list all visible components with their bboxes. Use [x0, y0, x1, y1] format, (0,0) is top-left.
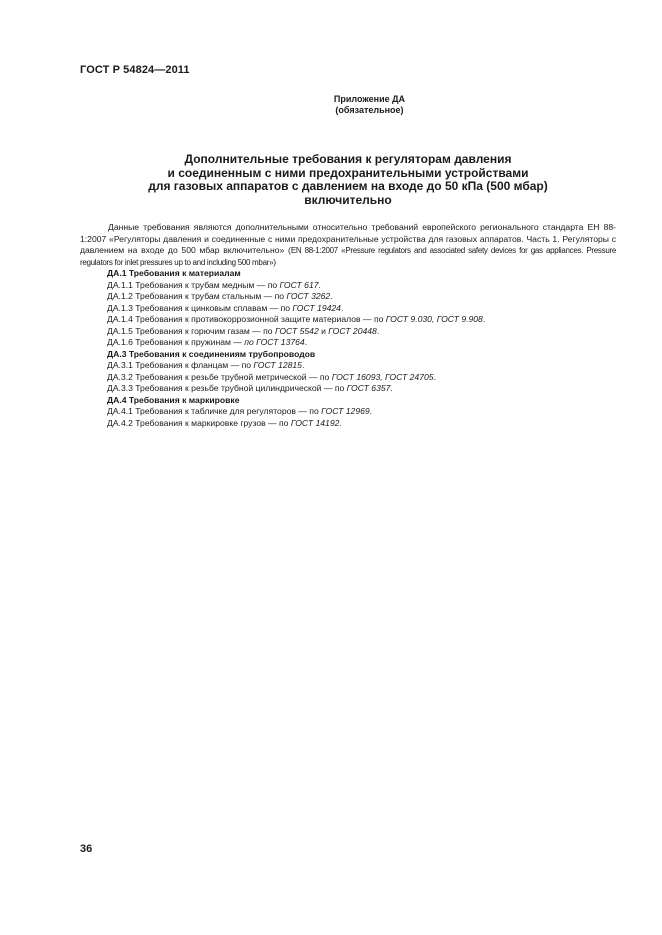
list-item-da-1-2: ДА.1.2 Требования к трубам стальным — по ГОСТ 3262.: [107, 291, 333, 301]
title-line-1: Дополнительные требования к регуляторам давления: [184, 152, 512, 166]
gost-reference: ГОСТ 9.030, ГОСТ 9.908: [385, 314, 483, 324]
section-heading-da3: ДА.3 Требования к соединениям трубопроводов: [107, 348, 316, 359]
list-item-da-1-3: ДА.1.3 Требования к цинковым сплавам — по ГОСТ 19424.: [107, 302, 344, 313]
list-item-da-4-2: ДА.4.2 Требования к маркировке грузов — по ГОСТ 14192.: [107, 417, 342, 428]
gost-reference: ГОСТ 3262: [286, 291, 331, 301]
list-item-da-1-6: ДА.1.6 Требования к пружинам — по ГОСТ 13764.: [107, 337, 308, 347]
gost-reference: ГОСТ 12815: [253, 360, 302, 370]
section-heading-da4: ДА.4 Требования к маркировке: [107, 394, 240, 405]
appendix-label-block: [0, 94, 662, 116]
intro-text-ru: Данные требования являются дополнительными относительно требований европейского регионального стандарта ЕН 88-1:2007 «Регуляторы давления и соединенные с ними предохранительные устройства для газовых аппаратов. Часть 1. Регуляторы с давлением на входе до 500 мбар включительно» (: [80, 222, 616, 255]
title-line-2: и соединенным с ними предохранительными устройствами: [167, 165, 529, 180]
gost-reference: ГОСТ 12969: [321, 406, 370, 416]
appendix-status: (обязательное): [335, 105, 404, 115]
list-item-da-4-1: ДА.4.1 Требования к табличке для регуляторов — по ГОСТ 12969.: [107, 406, 373, 416]
list-item-da-1-4: ДА.1.4 Требования к противокоррозионной защите материалов — по ГОСТ 9.030, ГОСТ 9.908.: [107, 314, 486, 324]
title-line-4: включительно: [304, 192, 392, 207]
gost-reference: ГОСТ 6357: [346, 383, 391, 393]
gost-reference: ГОСТ 14192: [290, 417, 340, 428]
intro-text-close: ): [273, 256, 277, 267]
intro-text-en: EN 88-1:2007 «Pressure regulators and associated safety devices for gas appliances. Pressure regulators for inlet pressures up to and including 500 mbar»: [80, 246, 616, 267]
standard-code-header: ГОСТ Р 54824—2011: [80, 64, 190, 76]
list-item-da-1-1: ДА.1.1 Требования к трубам медным — по ГОСТ 617.: [107, 279, 321, 290]
gost-reference: ГОСТ 19424: [292, 302, 341, 313]
gost-reference: ГОСТ 20448: [328, 325, 377, 336]
section-heading-da1: ДА.1 Требования к материалам: [107, 268, 241, 278]
gost-reference: по ГОСТ 13764: [244, 337, 305, 347]
gost-reference: ГОСТ 5542: [274, 325, 319, 336]
appendix-title: [80, 153, 616, 207]
gost-reference: ГОСТ 617: [279, 279, 319, 290]
intro-paragraph: [80, 222, 616, 268]
gost-reference: ГОСТ 16093, ГОСТ 24705: [331, 371, 434, 382]
appendix-body: [80, 222, 616, 429]
list-item-da-3-1: ДА.3.1 Требования к фланцам — по ГОСТ 12815.: [107, 360, 305, 370]
requirements-list: [80, 268, 616, 429]
list-item-da-1-5: ДА.1.5 Требования к горючим газам — по ГОСТ 5542 и ГОСТ 20448.: [107, 325, 380, 336]
appendix-label: Приложение ДА: [333, 94, 406, 104]
list-item-da-3-2: ДА.3.2 Требования к резьбе трубной метрической — по ГОСТ 16093, ГОСТ 24705.: [107, 371, 436, 382]
title-line-3: для газовых аппаратов с давлением на входе до 50 кПа (500 мбар): [148, 179, 548, 193]
page-number: 36: [80, 843, 93, 855]
list-item-da-3-3: ДА.3.3 Требования к резьбе трубной цилиндрической — по ГОСТ 6357.: [107, 383, 393, 393]
